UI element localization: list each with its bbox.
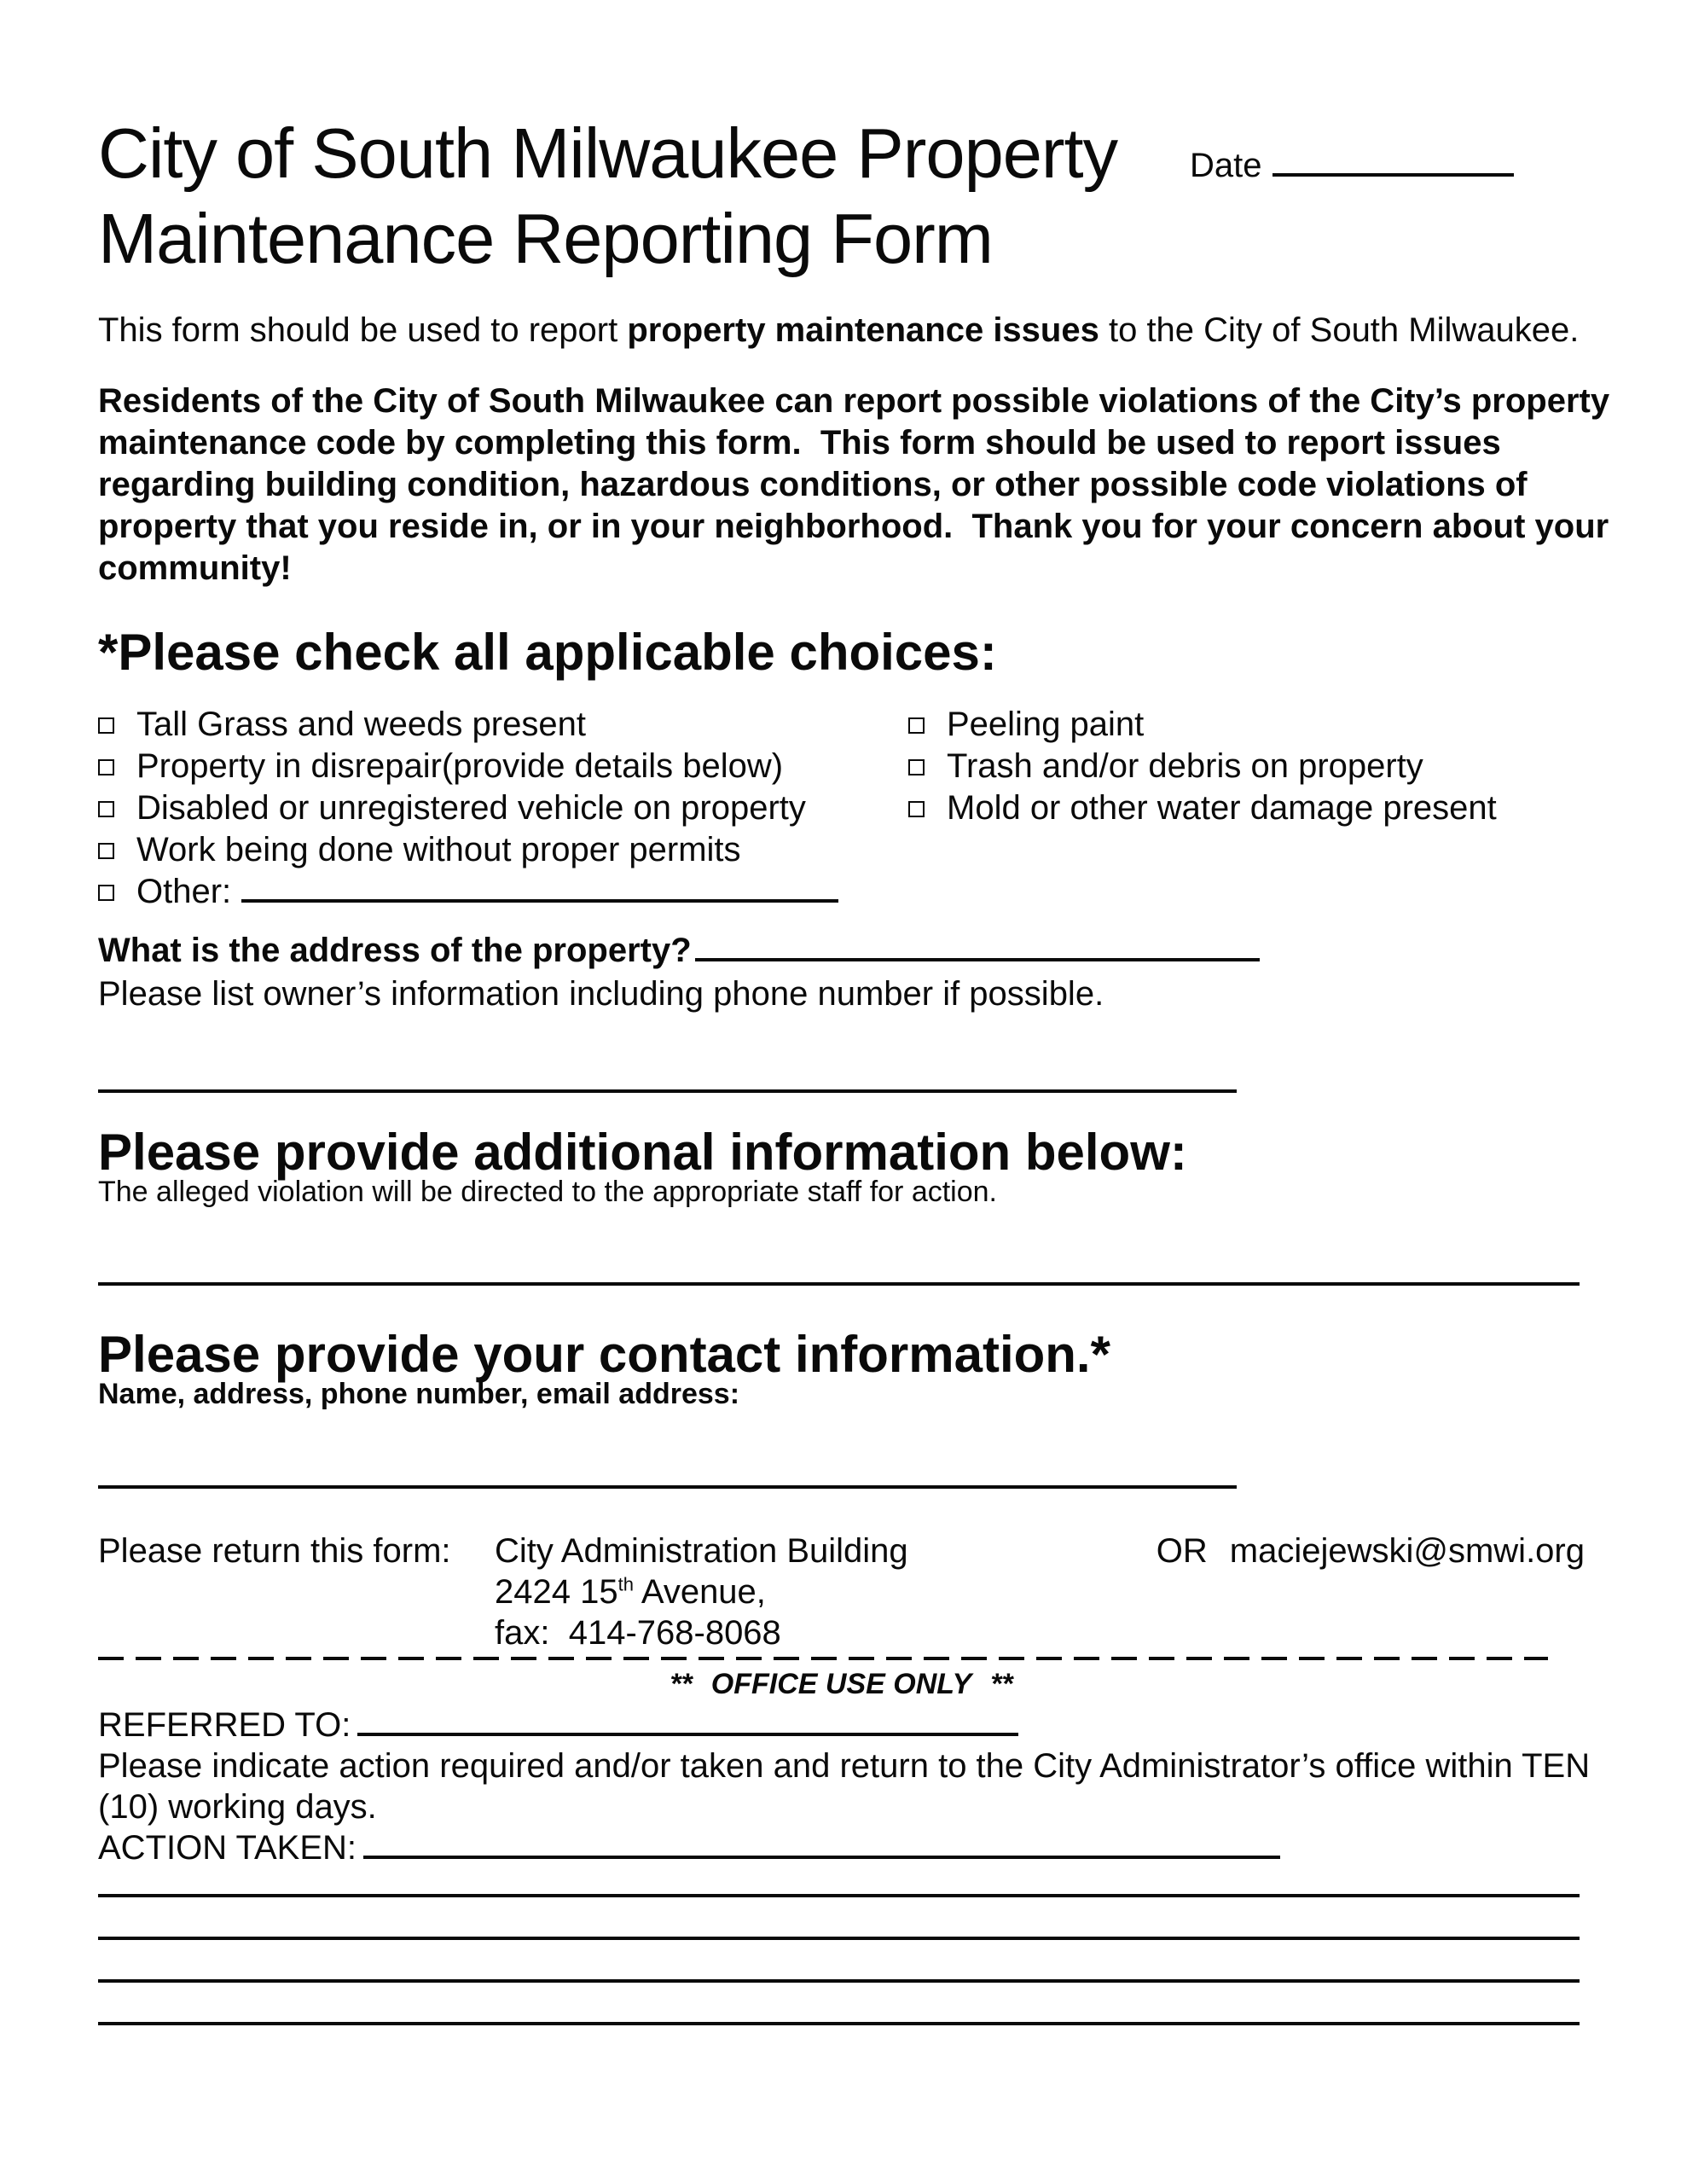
checkbox-label: Work being done without proper permits	[136, 831, 741, 868]
checkbox-label: Property in disrepair(provide details below)	[136, 747, 784, 785]
stars-left: **	[670, 1668, 693, 1700]
form-header	[98, 111, 1585, 282]
intro-paragraph	[98, 309, 1585, 352]
email-alternative	[1157, 1531, 1585, 1653]
office-use-divider	[98, 1657, 1548, 1660]
checklist	[98, 704, 1585, 913]
intro-text-post: to the City of South Milwaukee.	[1099, 311, 1580, 349]
checklist-column-right	[908, 704, 1497, 913]
street-ordinal-suffix: th	[617, 1573, 634, 1595]
checkbox[interactable]	[98, 801, 114, 817]
return-building-line: City Administration Building	[495, 1532, 908, 1570]
return-instructions-row	[98, 1531, 1585, 1653]
address-question-row	[98, 929, 1585, 973]
return-address-block	[495, 1531, 1157, 1653]
other-input-line[interactable]	[241, 897, 838, 903]
date-field	[1190, 147, 1514, 282]
checklist-item	[908, 704, 1497, 746]
checkbox[interactable]	[98, 759, 114, 775]
return-street-line	[495, 1571, 1157, 1612]
contact-info-subtext: Name, address, phone number, email address:	[98, 1378, 740, 1410]
return-fax-line: fax: 414-768-8068	[495, 1614, 781, 1652]
referred-to-row	[98, 1705, 1585, 1745]
checkbox[interactable]	[98, 843, 114, 859]
additional-info-subtext: The alleged violation will be directed to the appropriate staff for action.	[98, 1176, 997, 1208]
checklist-column-left	[98, 704, 908, 913]
contact-info-heading: Please provide your contact information.*	[98, 1326, 1110, 1383]
date-input-line[interactable]	[1272, 171, 1514, 177]
checklist-heading: *Please check all applicable choices:	[98, 624, 997, 681]
write-line[interactable]	[98, 1979, 1580, 1983]
checkbox-label: Trash and/or debris on property	[947, 747, 1423, 785]
checklist-item-other	[98, 871, 908, 913]
action-notes-area	[98, 1894, 1585, 2025]
office-instructions: Please indicate action required and/or taken and return to the City Administrator’s office within TEN (10) working days.	[98, 1747, 1591, 1826]
checkbox[interactable]	[908, 717, 925, 734]
date-label: Date	[1190, 147, 1262, 184]
owner-info-subtext: Please list owner’s information including phone number if possible.	[98, 975, 1104, 1013]
contact-email: maciejewski@smwi.org	[1229, 1532, 1585, 1570]
action-taken-label: ACTION TAKEN:	[98, 1829, 357, 1867]
write-line[interactable]	[98, 1282, 1580, 1286]
checkbox-label: Mold or other water damage present	[947, 789, 1497, 827]
write-line[interactable]	[98, 1089, 1237, 1093]
checkbox-label: Tall Grass and weeds present	[136, 706, 586, 743]
write-line[interactable]	[98, 1937, 1580, 1940]
or-label: OR	[1156, 1532, 1208, 1570]
checklist-item	[98, 704, 908, 746]
office-use-only-banner	[98, 1667, 1585, 1701]
write-line[interactable]	[98, 1894, 1580, 1897]
write-line[interactable]	[98, 2022, 1580, 2025]
stars-right: **	[990, 1668, 1013, 1700]
checkbox[interactable]	[908, 759, 925, 775]
referred-to-input-line[interactable]	[357, 1731, 1018, 1736]
office-use-label: OFFICE USE ONLY	[710, 1668, 972, 1700]
address-question-label: What is the address of the property?	[98, 932, 692, 969]
checkbox-label: Other:	[136, 873, 232, 910]
checkbox-label: Peeling paint	[947, 706, 1145, 743]
checklist-item	[908, 787, 1497, 829]
street-number: 2424 15	[495, 1573, 618, 1611]
return-form-label: Please return this form:	[98, 1532, 451, 1570]
action-taken-row	[98, 1827, 1585, 1868]
intro-text-pre: This form should be used to report	[98, 311, 628, 349]
write-line[interactable]	[98, 1485, 1237, 1489]
residents-paragraph: Residents of the City of South Milwaukee can report possible violations of the City’s property maintenance code by completing this form. This form should be used to report issues regarding building condition, hazardous conditions, or other possible code violations of property that you reside in, or in your neighborhood. Thank you for your concern about your community!	[98, 382, 1620, 587]
checkbox[interactable]	[98, 885, 114, 901]
page-title: City of South Milwaukee Property Maintenance Reporting Form	[98, 113, 1118, 278]
street-name: Avenue,	[633, 1573, 766, 1611]
checklist-item	[98, 829, 908, 871]
address-input-line[interactable]	[695, 956, 1260, 961]
checkbox[interactable]	[98, 717, 114, 734]
additional-info-heading: Please provide additional information below:	[98, 1124, 1187, 1181]
checklist-item	[98, 787, 908, 829]
checklist-item	[98, 746, 908, 787]
checkbox[interactable]	[908, 801, 925, 817]
action-taken-input-line[interactable]	[363, 1854, 1280, 1859]
checkbox-label: Disabled or unregistered vehicle on property	[136, 789, 806, 827]
checklist-item	[908, 746, 1497, 787]
referred-to-label: REFERRED TO:	[98, 1706, 351, 1744]
intro-text-bold: property maintenance issues	[627, 311, 1099, 349]
